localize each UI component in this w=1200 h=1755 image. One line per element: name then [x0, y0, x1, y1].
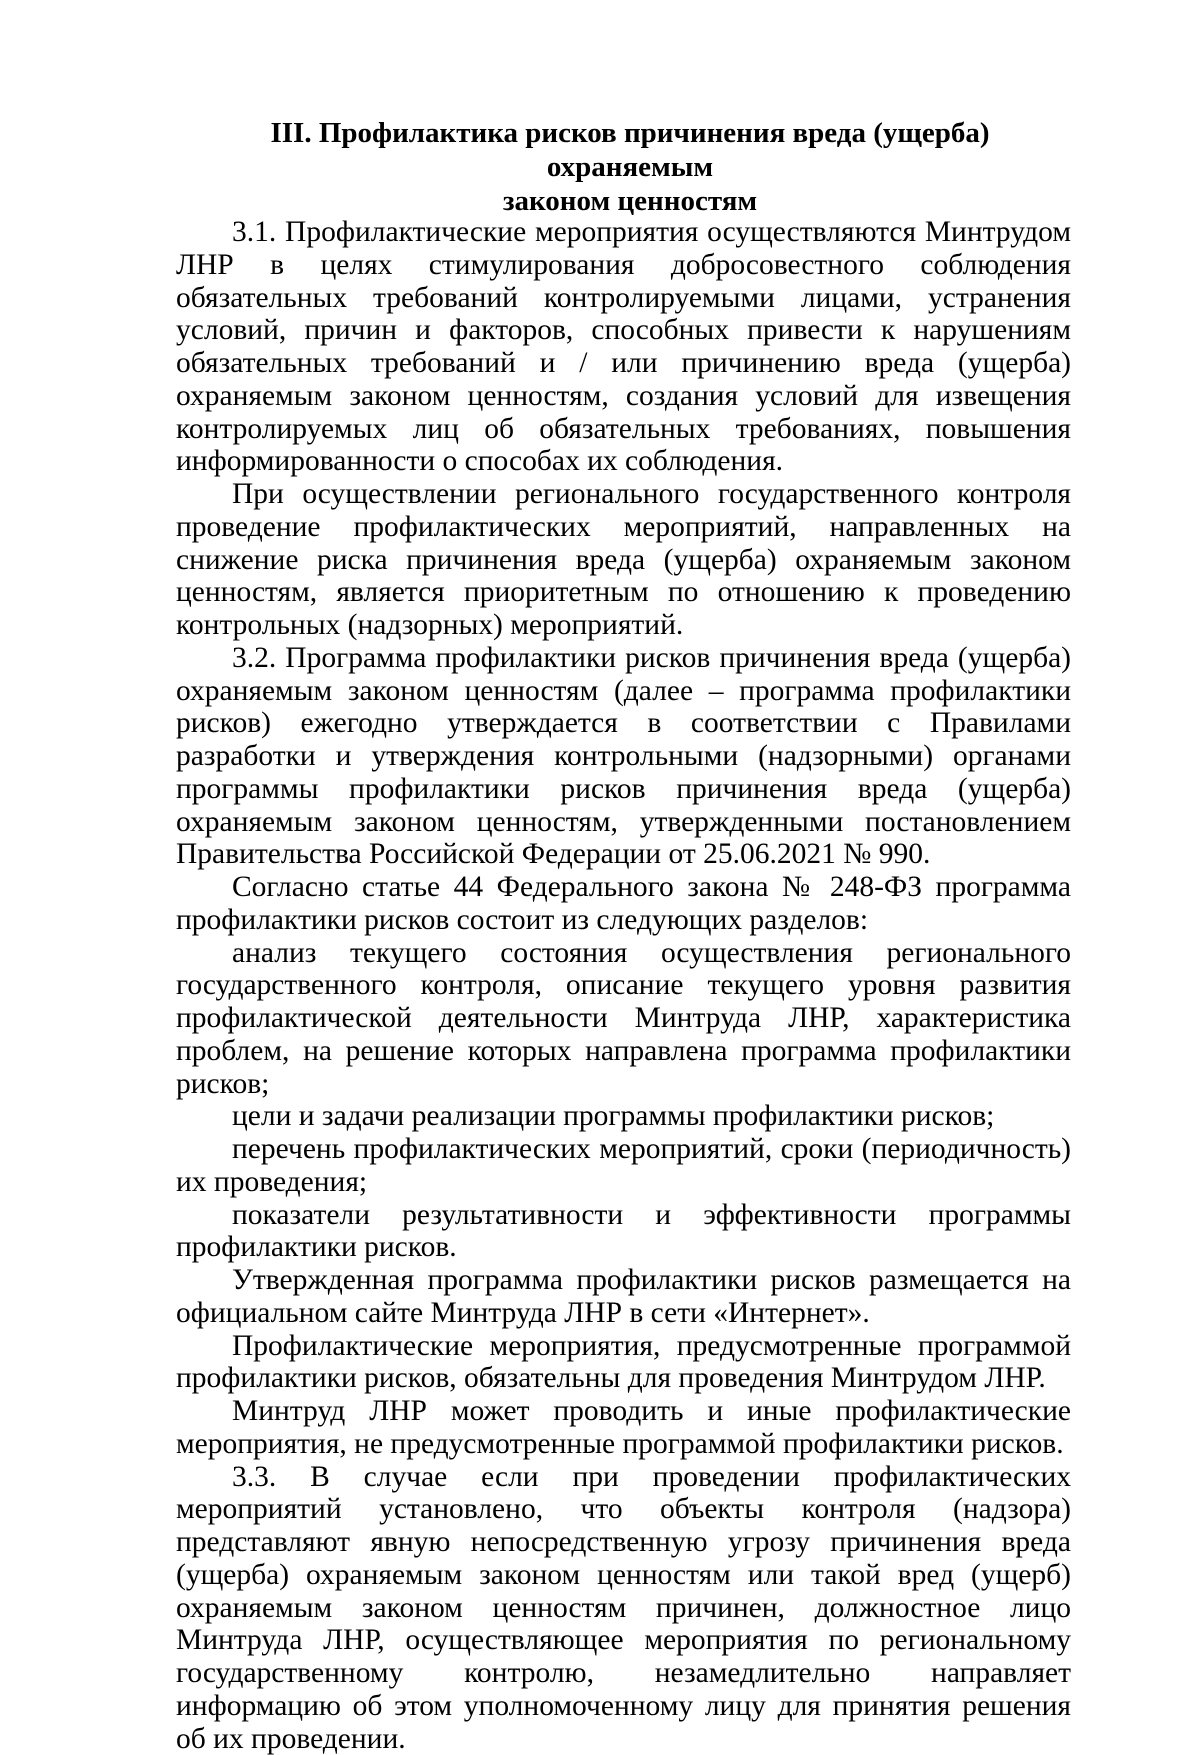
paragraph-publication: Утвержденная программа профилактики рисков размещается на официальном сайте Минтруда ЛНР в сети «Интернет».	[176, 1264, 1071, 1330]
paragraph-program-sections: Согласно статье 44 Федерального закона № 248-ФЗ программа профилактики рисков состоит из следующих разделов:	[176, 871, 1071, 937]
paragraph-mandatory: Профилактические мероприятия, предусмотренные программой профилактики рисков, обязательны для проведения Минтрудом ЛНР.	[176, 1330, 1071, 1396]
list-item-indicators: показатели результативности и эффективности программы профилактики рисков.	[176, 1199, 1071, 1265]
section-title-line-1: III. Профилактика рисков причинения вреда (ущерба) охраняемым	[270, 117, 989, 183]
paragraph-priority: При осуществлении регионального государственного контроля проведение профилактических мероприятий, направленных на снижение риска причинения вреда (ущерба) охраняемым законом ценностям, является приоритетным по отношению к проведению контрольных (надзорных) мероприятий.	[176, 478, 1071, 642]
section-title-line-2: законом ценностям	[503, 185, 757, 217]
paragraph-other-measures: Минтруд ЛНР может проводить и иные профилактические мероприятия, не предусмотренные программой профилактики рисков.	[176, 1395, 1071, 1461]
section-title	[190, 116, 1070, 218]
section-body	[176, 216, 1071, 1755]
list-item-goals: цели и задачи реализации программы профилактики рисков;	[176, 1100, 1071, 1133]
list-item-analysis: анализ текущего состояния осуществления регионального государственного контроля, описание текущего уровня развития профилактической деятельности Минтруда ЛНР, характеристика проблем, на решение которых направлена программа профилактики рисков;	[176, 937, 1071, 1101]
list-item-measures: перечень профилактических мероприятий, сроки (периодичность) их проведения;	[176, 1133, 1071, 1199]
paragraph-3-3: 3.3. В случае если при проведении профилактических мероприятий установлено, что объекты контроля (надзора) представляют явную непосредственную угрозу причинения вреда (ущерба) охраняемым законом ценностям или такой вред (ущерб) охраняемым законом ценностям причинен, должностное лицо Минтруда ЛНР, осуществляющее мероприятия по региональному государственному контролю, незамедлительно направляет информацию об этом уполномоченному лицу для принятия решения об их проведении.	[176, 1461, 1071, 1755]
paragraph-3-1: 3.1. Профилактические мероприятия осуществляются Минтрудом ЛНР в целях стимулирования добросовестного соблюдения обязательных требований контролируемыми лицами, устранения условий, причин и факторов, способных привести к нарушениям обязательных требований и / или причинению вреда (ущерба) охраняемым законом ценностям, создания условий для извещения контролируемых лиц об обязательных требованиях, повышения информированности о способах их соблюдения.	[176, 216, 1071, 478]
paragraph-3-2: 3.2. Программа профилактики рисков причинения вреда (ущерба) охраняемым законом ценностям (далее – программа профилактики рисков) ежегодно утверждается в соответствии с Правилами разработки и утверждения контрольными (надзорными) органами программы профилактики рисков причинения вреда (ущерба) охраняемым законом ценностям, утвержденными постановлением Правительства Российской Федерации от 25.06.2021 № 990.	[176, 642, 1071, 871]
